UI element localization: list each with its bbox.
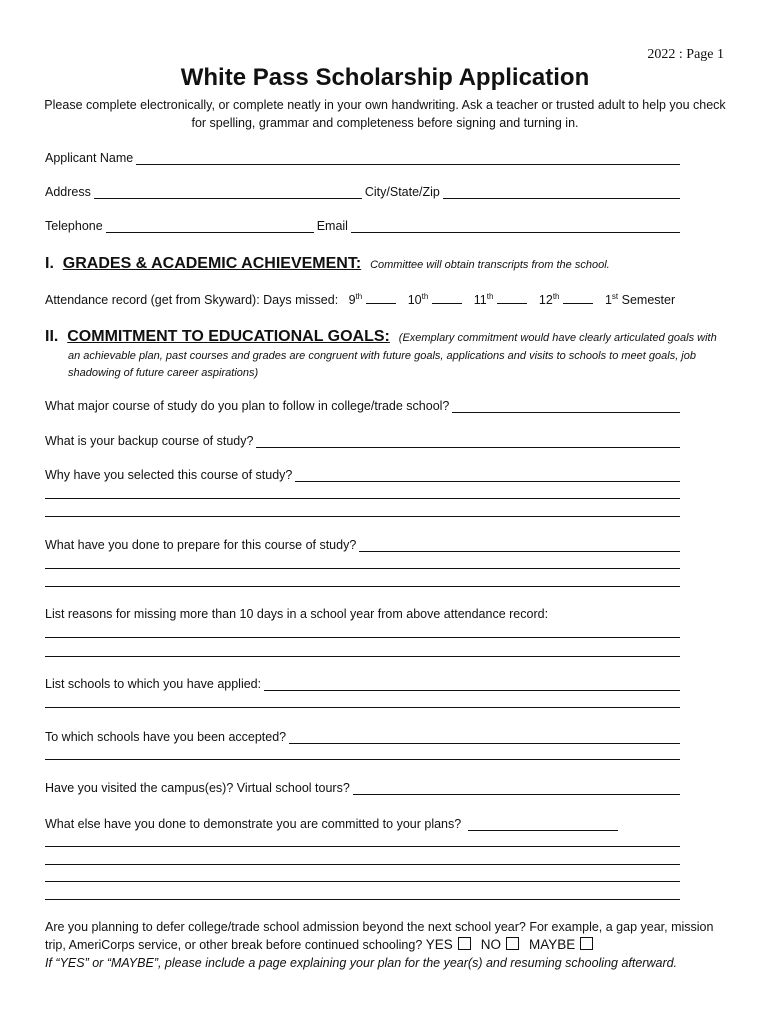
yes-checkbox[interactable]: [458, 937, 471, 950]
address-field[interactable]: [94, 184, 362, 199]
answer-line[interactable]: [45, 864, 680, 865]
section-1-number: I.: [45, 255, 54, 272]
section-1-title: GRADES & ACADEMIC ACHIEVEMENT:: [62, 255, 362, 272]
answer-line[interactable]: [45, 637, 680, 638]
question-prepare-field[interactable]: [359, 537, 680, 552]
section-2-note: an achievable plan, past courses and grades are congruent with future goals, applications and visits to schools to meet goals, job shadowing of future career aspirations): [68, 350, 696, 379]
question-prepare-label: What have you done to prepare for this course of study?: [45, 538, 357, 552]
question-accepted-field[interactable]: [289, 729, 680, 744]
answer-line[interactable]: [45, 759, 680, 760]
question-applied-field[interactable]: [264, 676, 680, 691]
attendance-label: Attendance record (get from Skyward): Days missed:: [45, 293, 339, 308]
question-major-label: What major course of study do you plan to follow in college/trade school?: [45, 399, 450, 413]
email-field[interactable]: [351, 218, 680, 233]
answer-line[interactable]: [45, 881, 680, 882]
section-2-title: COMMITMENT TO EDUCATIONAL GOALS:: [67, 328, 390, 345]
section-2-heading: [45, 328, 717, 346]
question-prepare: [45, 537, 680, 552]
applicant-name-field[interactable]: [136, 150, 680, 165]
applicant-name-label: Applicant Name: [45, 151, 134, 165]
attendance-row: [45, 292, 675, 307]
question-backup: [45, 433, 680, 448]
section-2-note-start: (Exemplary commitment would have clearly articulated goals with: [398, 332, 717, 344]
question-visited-field[interactable]: [353, 780, 680, 795]
grade-11-days-field[interactable]: [497, 303, 527, 304]
grade-9-days-field[interactable]: [366, 303, 396, 304]
question-else-field[interactable]: [468, 816, 618, 831]
question-major-field[interactable]: [452, 398, 680, 413]
telephone-label: Telephone: [45, 219, 103, 233]
grade-10-days-field[interactable]: [432, 303, 462, 304]
page-number: 2022 : Page 1: [647, 47, 724, 62]
question-applied-label: List schools to which you have applied:: [45, 677, 262, 691]
question-missing: [45, 607, 680, 621]
answer-line[interactable]: [45, 846, 680, 847]
section-1-note: Committee will obtain transcripts from the school.: [370, 259, 610, 271]
option-maybe-label: MAYBE: [529, 937, 576, 952]
question-visited: [45, 780, 680, 795]
page-title: White Pass Scholarship Application: [180, 64, 590, 91]
answer-line[interactable]: [45, 707, 680, 708]
telephone-row: [45, 218, 680, 233]
grade-10: 10th: [407, 292, 429, 308]
defer-question-block: [45, 918, 735, 972]
address-row: [45, 184, 680, 199]
semester-label: 1st Semester: [604, 292, 676, 308]
question-accepted-label: To which schools have you been accepted?: [45, 730, 287, 744]
answer-line[interactable]: [45, 498, 680, 499]
city-state-zip-field[interactable]: [443, 184, 680, 199]
defer-question: Are you planning to defer college/trade school admission beyond the next school year? For example, a gap year, mission trip, AmeriCorps service, or other break before continued schooling?: [45, 920, 714, 952]
question-applied: [45, 676, 680, 691]
option-no-label: NO: [480, 937, 502, 952]
grade-11: 11th: [473, 292, 494, 308]
question-visited-label: Have you visited the campus(es)? Virtual school tours?: [45, 781, 350, 795]
question-backup-field[interactable]: [256, 433, 680, 448]
answer-line[interactable]: [45, 568, 680, 569]
option-yes-label: YES: [425, 937, 453, 952]
question-major: [45, 398, 680, 413]
grade-9: 9th: [348, 292, 363, 308]
question-else-label: What else have you done to demonstrate you are committed to your plans?: [45, 817, 462, 831]
answer-line[interactable]: [45, 516, 680, 517]
grade-12: 12th: [538, 292, 560, 308]
applicant-name-row: [45, 150, 680, 165]
intro-text: Please complete electronically, or complete neatly in your own handwriting. Ask a teacher or trusted adult to help you check for spelling, grammar and completeness before signing and turning in.: [44, 98, 726, 130]
maybe-checkbox[interactable]: [580, 937, 593, 950]
email-label: Email: [316, 219, 348, 233]
defer-instruction: If “YES” or “MAYBE”, please include a page explaining your plan for the year(s) and resuming schooling afterward.: [45, 956, 678, 970]
city-state-zip-label: City/State/Zip: [364, 185, 440, 199]
answer-line[interactable]: [45, 586, 680, 587]
section-2-number: II.: [45, 328, 59, 345]
question-missing-label: List reasons for missing more than 10 days in a school year from above attendance record:: [45, 607, 549, 621]
address-label: Address: [45, 185, 91, 199]
question-why: [45, 467, 680, 482]
question-why-label: Why have you selected this course of study?: [45, 468, 293, 482]
answer-line[interactable]: [45, 899, 680, 900]
question-why-field[interactable]: [295, 467, 680, 482]
answer-line[interactable]: [45, 656, 680, 657]
telephone-field[interactable]: [106, 218, 314, 233]
question-else: [45, 816, 680, 831]
section-1-heading: [45, 255, 610, 273]
question-accepted: [45, 729, 680, 744]
no-checkbox[interactable]: [506, 937, 519, 950]
question-backup-label: What is your backup course of study?: [45, 434, 254, 448]
grade-12-days-field[interactable]: [563, 303, 593, 304]
